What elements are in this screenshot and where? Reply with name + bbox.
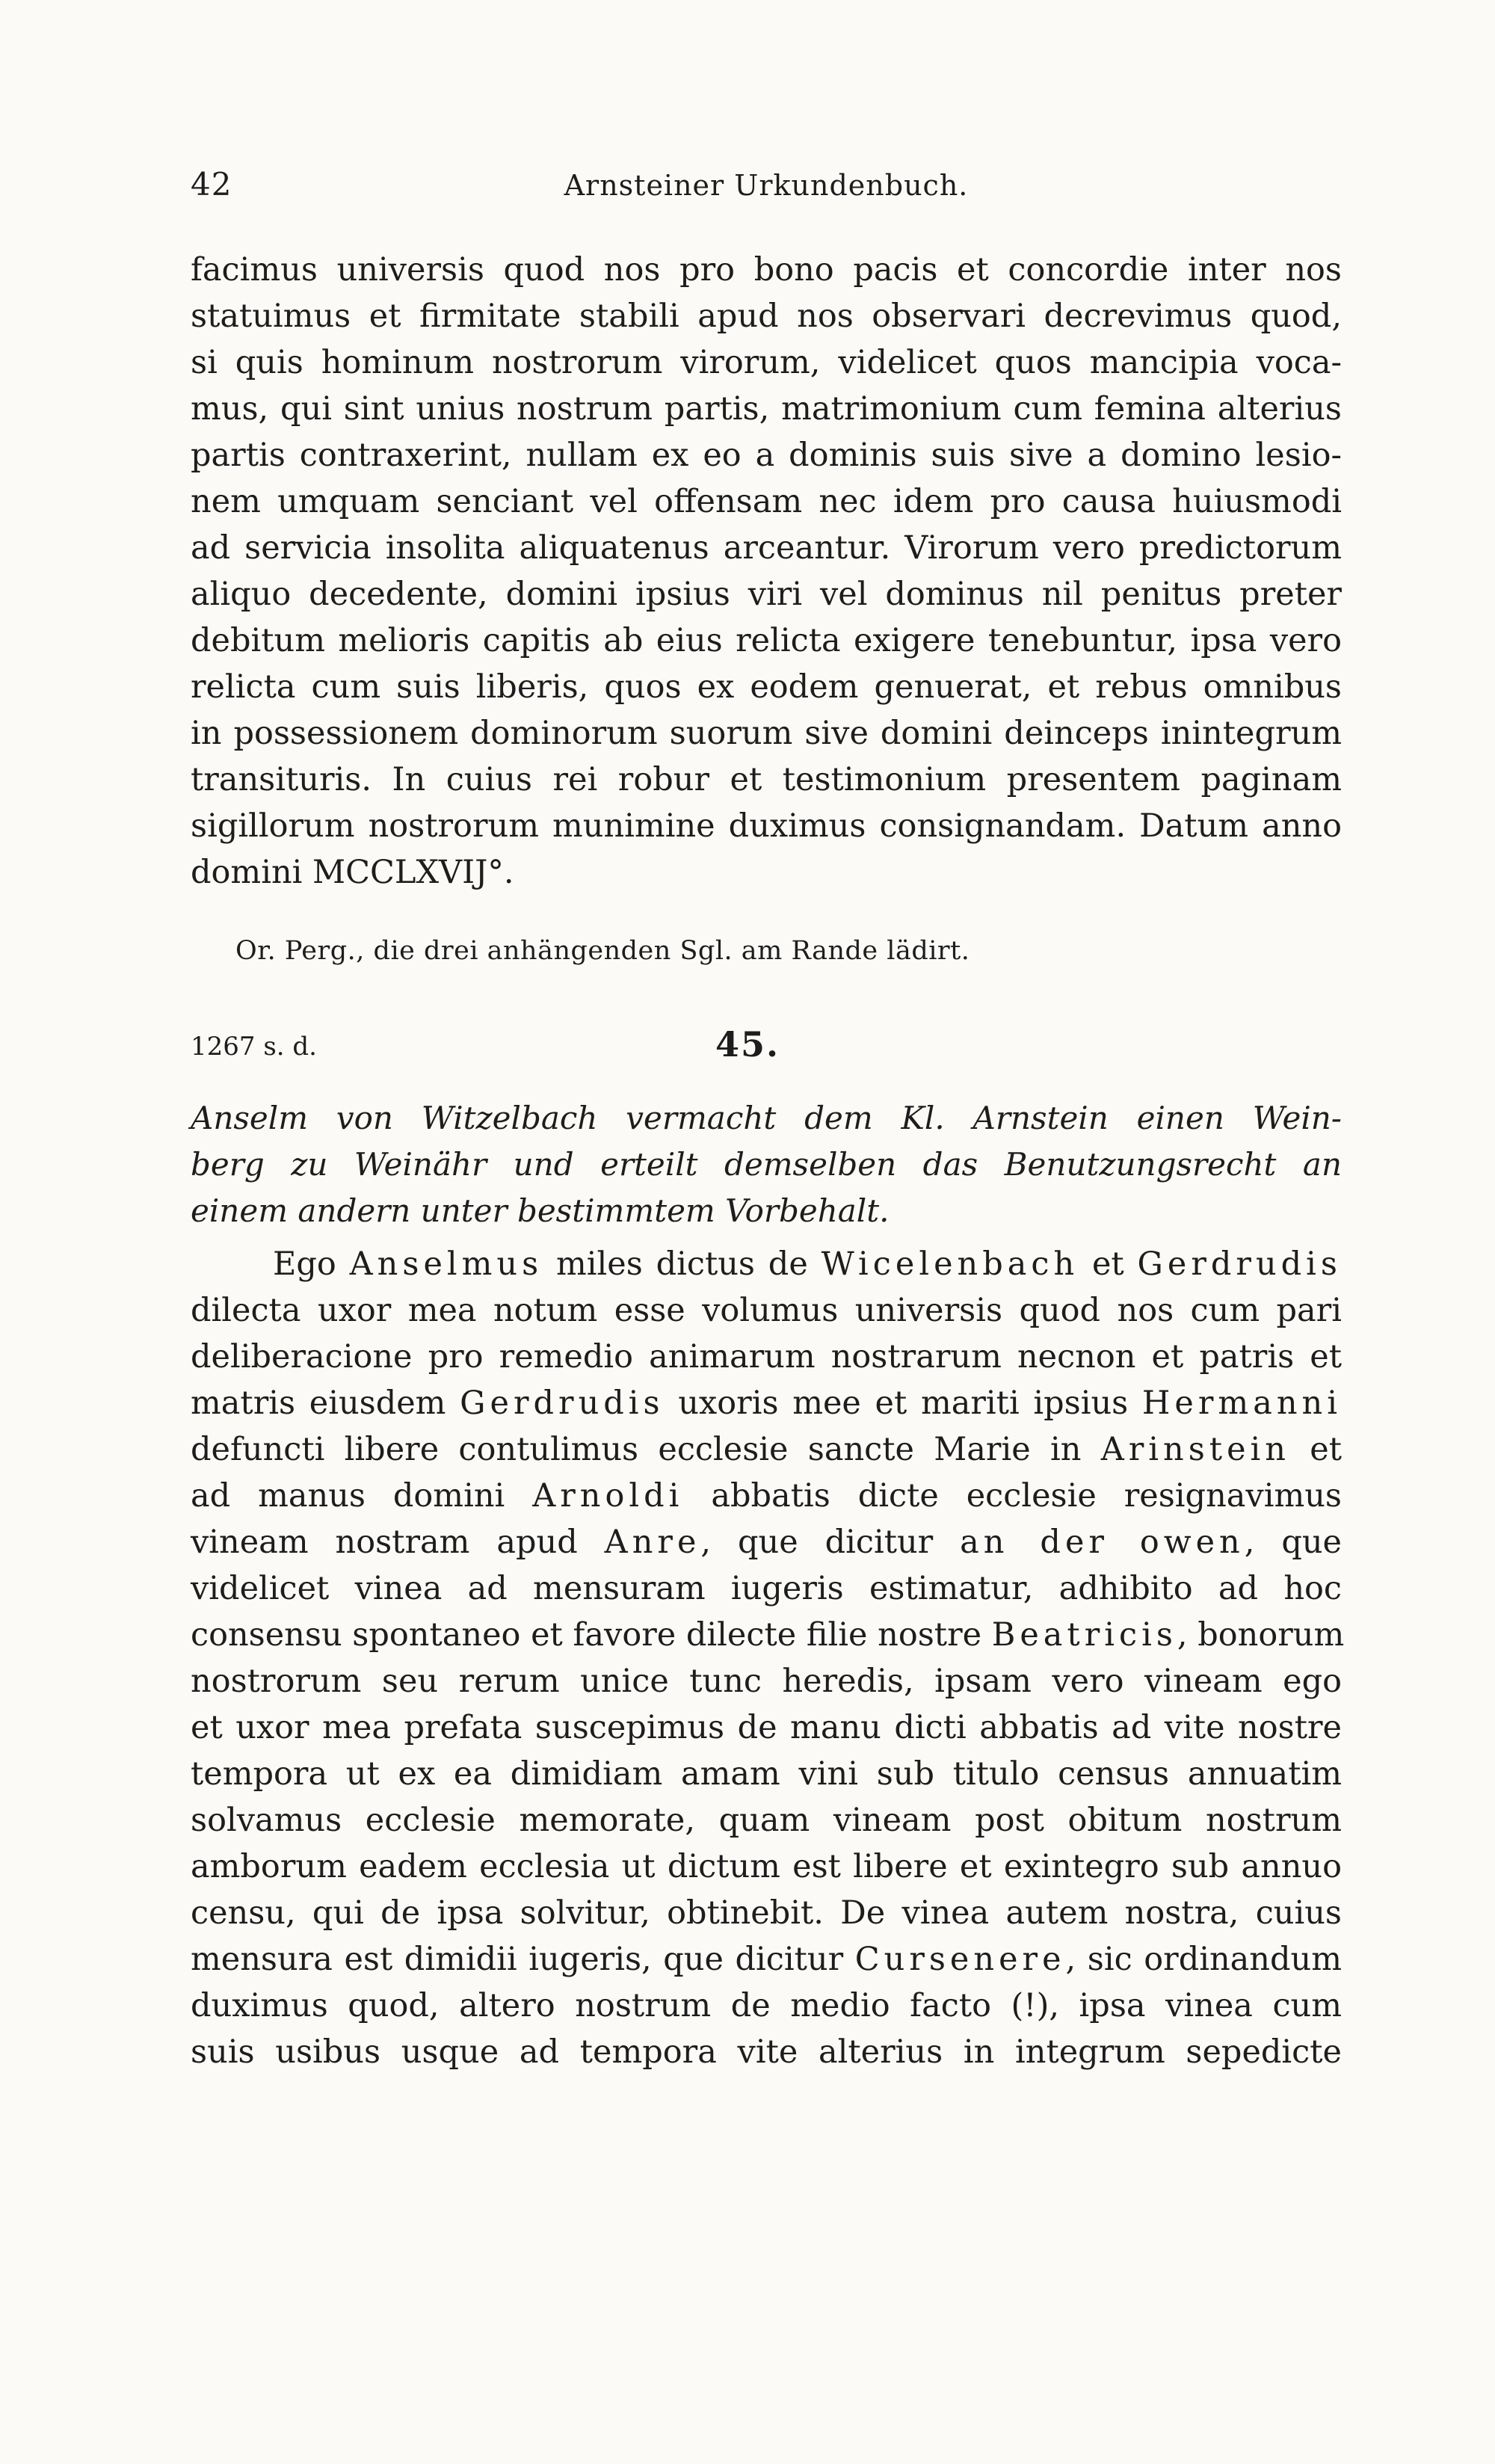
text-line	[191, 1612, 1345, 1658]
text-segment: consensu spontaneo et favore dilecte filie nostre	[191, 1616, 992, 1654]
text-line	[191, 1519, 1342, 1565]
text-line	[191, 1287, 1342, 1334]
document-regest	[191, 1095, 1342, 1234]
spaced-name: Hermanni	[1141, 1385, 1342, 1422]
spaced-name: Arnoldi	[532, 1477, 684, 1515]
text-line	[191, 1704, 1342, 1751]
text-segment: suis usibus usque ad tempora vite alterius in integrum sepedicte	[191, 2033, 1342, 2071]
text-line	[191, 1565, 1342, 1612]
spaced-name: Cursenere	[854, 1941, 1066, 1978]
text-line: relicta cum suis liberis, quos ex eodem genuerat, et rebus omnibus	[191, 668, 1342, 706]
text-segment: , que dicitur	[700, 1524, 961, 1561]
text-segment: , bonorum	[1177, 1616, 1345, 1654]
text-line: partis contraxerint, nullam ex eo a dominis suis sive a domino lesio-	[191, 437, 1342, 474]
text-segment: , que	[1244, 1524, 1342, 1561]
text-line	[191, 1890, 1342, 1936]
text-segment: matris eiusdem	[191, 1385, 460, 1422]
spaced-name: Beatricis	[991, 1616, 1177, 1654]
text-segment: deliberacione pro remedio animarum nostrarum necnon et patris et	[191, 1338, 1342, 1376]
text-line: si quis hominum nostrorum virorum, videlicet quos mancipia voca-	[191, 344, 1342, 381]
text-segment: amborum eadem ecclesia ut dictum est libere et exintegro sub annuo	[191, 1848, 1342, 1885]
text-line	[191, 1334, 1342, 1380]
document-date: 1267 s. d.	[191, 1032, 317, 1062]
text-line: facimus universis quod nos pro bono pacis et concordie inter nos	[191, 251, 1342, 289]
text-line: in possessionem dominorum suorum sive domini deinceps inintegrum	[191, 715, 1342, 752]
text-line	[191, 1983, 1342, 2029]
regest-line: berg zu Weinähr und erteilt demselben das Benutzungsrecht an	[191, 1146, 1342, 1183]
regest-line: Anselm von Witzelbach vermacht dem Kl. Arnstein einen Wein-	[191, 1100, 1342, 1136]
text-line	[191, 1241, 1342, 1287]
previous-document-paragraph	[191, 247, 1342, 896]
text-line: aliquo decedente, domini ipsius viri vel dominus nil penitus preter	[191, 576, 1342, 613]
previous-document-text	[191, 247, 1342, 896]
running-title: Arnsteiner Urkundenbuch.	[564, 169, 969, 202]
document-paragraph	[191, 1241, 1345, 2075]
page-number: 42	[191, 166, 232, 203]
text-line: debitum melioris capitis ab eius relicta exigere tenebuntur, ipsa vero	[191, 622, 1342, 659]
text-line: statuimus et firmitate stabili apud nos observari decrevimus quod,	[191, 298, 1342, 335]
text-line	[191, 1473, 1342, 1519]
source-note: Or. Perg., die drei anhängenden Sgl. am Rande lädirt.	[235, 936, 970, 966]
text-segment: tempora ut ex ea dimidiam amam vini sub titulo census annuatim	[191, 1755, 1342, 1793]
text-line: domini MCCLXVIJ°.	[191, 854, 514, 891]
text-segment: censu, qui de ipsa solvitur, obtinebit. De vinea autem nostra, cuius	[191, 1894, 1342, 1932]
text-segment: vineam nostram apud	[191, 1524, 605, 1561]
text-line: ad servicia insolita aliquatenus arceantur. Virorum vero predictorum	[191, 529, 1342, 567]
text-line	[191, 1426, 1342, 1473]
text-segment: et	[1289, 1431, 1342, 1468]
text-segment: ad manus domini	[191, 1477, 533, 1515]
text-line: transituris. In cuius rei robur et testimonium presentem paginam	[191, 761, 1342, 798]
text-segment: mensura est dimidii iugeris, que dicitur	[191, 1941, 855, 1978]
spaced-name: an der owen	[960, 1524, 1245, 1561]
text-line	[191, 1844, 1342, 1890]
text-segment: defuncti libere contulimus ecclesie sancte Marie in	[191, 1431, 1101, 1468]
text-line: sigillorum nostrorum munimine duximus consignandam. Datum anno	[191, 807, 1342, 845]
text-segment: dilecta uxor mea notum esse volumus universis quod nos cum pari	[191, 1292, 1342, 1329]
spaced-name: Gerdrudis	[460, 1385, 665, 1422]
text-line	[191, 1751, 1342, 1797]
spaced-name: Arinstein	[1100, 1431, 1290, 1468]
text-segment: solvamus ecclesie memorate, quam vineam post obitum nostrum	[191, 1802, 1342, 1839]
text-line	[191, 1380, 1342, 1426]
text-segment: Ego	[273, 1245, 350, 1283]
document-number: 45.	[715, 1024, 780, 1065]
regest-line: einem andern unter bestimmtem Vorbehalt.	[191, 1192, 890, 1229]
text-line: nem umquam senciant vel offensam nec idem pro causa huiusmodi	[191, 483, 1342, 520]
document-text	[191, 1241, 1345, 2075]
text-segment: duximus quod, altero nostrum de medio facto (!), ipsa vinea cum	[191, 1987, 1342, 2024]
text-line	[191, 1658, 1342, 1704]
spaced-name: Anselmus	[349, 1245, 543, 1283]
text-segment: , sic ordinandum	[1065, 1941, 1342, 1978]
text-segment: videlicet vinea ad mensuram iugeris estimatur, adhibito ad hoc	[191, 1570, 1342, 1607]
text-line: mus, qui sint unius nostrum partis, matrimonium cum femina alterius	[191, 390, 1342, 428]
text-segment: et	[1079, 1245, 1138, 1283]
spaced-name: Wicelenbach	[821, 1245, 1079, 1283]
text-segment: uxoris mee et mariti ipsius	[664, 1385, 1142, 1422]
text-segment: nostrorum seu rerum unice tunc heredis, ipsam vero vineam ego	[191, 1663, 1342, 1700]
text-line	[191, 2029, 1342, 2075]
text-segment: miles dictus de	[543, 1245, 822, 1283]
running-head	[191, 166, 1342, 211]
text-line	[191, 1936, 1342, 1983]
text-segment: et uxor mea prefata suscepimus de manu dicti abbatis ad vite nostre	[191, 1709, 1342, 1746]
text-line	[191, 1797, 1342, 1844]
text-segment: abbatis dicte ecclesie resignavimus	[683, 1477, 1342, 1515]
spaced-name: Anre	[604, 1524, 701, 1561]
spaced-name: Gerdrudis	[1137, 1245, 1342, 1283]
